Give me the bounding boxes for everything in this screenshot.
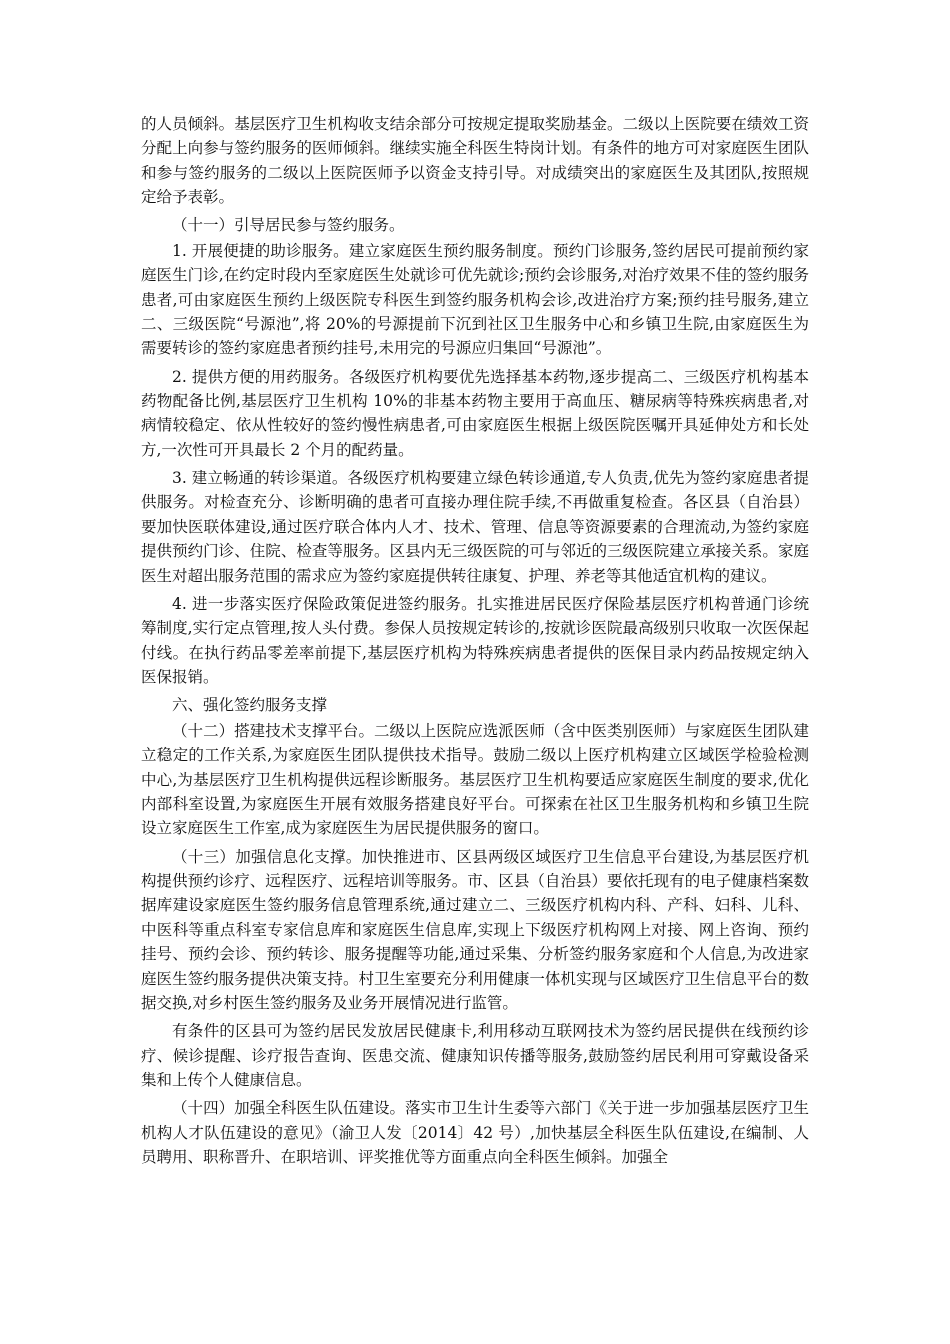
paragraph-section-13: （十三）加强信息化支撑。加快推进市、区县两级区域医疗卫生信息平台建设,为基层医疗机构提供预约诊疗、远程医疗、远程培训等服务。市、区县（自治县）要依托现有的电子健康档案数据库建设家庭医生签约服务信息管理系统,通过建立二、三级医疗机构内科、产科、妇科、儿科、中医科等重点科室专家信息库和家庭医生信息库,实现上下级医疗机构网上对接、网上咨询、预约挂号、预约会诊、预约转诊、服务提醒等功能,通过采集、分析签约服务家庭和个人信息,为改进家庭医生签约服务提供决策支持。村卫生室要充分利用健康一体机实现与区域医疗卫生信息平台的数据交换,对乡村医生签约服务及业务开展情况进行监管。 bbox=[141, 847, 809, 1012]
paragraph-health-card: 有条件的区县可为签约居民发放居民健康卡,利用移动互联网技术为签约居民提供在线预约诊疗、候诊提醒、诊疗报告查询、医患交流、健康知识传播等服务,鼓励签约居民利用可穿戴设备采集和上传个人健康信息。 bbox=[141, 1022, 809, 1090]
paragraph-item-3: 3. 建立畅通的转诊渠道。各级医疗机构要建立绿色转诊通道,专人负责,优先为签约家庭患者提供服务。对检查充分、诊断明确的患者可直接办理住院手续,不再做重复检查。各区县（自治县）要加快医联体建设,通过医疗联合体内人才、技术、管理、信息等资源要素的合理流动,为签约家庭提供预约门诊、住院、检查等服务。区县内无三级医院的可与邻近的三级医院建立承接关系。家庭医生对超出服务范围的需求应为签约家庭提供转往康复、护理、养老等其他适宜机构的建议。 bbox=[141, 469, 809, 585]
document-body bbox=[141, 112, 809, 1173]
paragraph-continuation: 的人员倾斜。基层医疗卫生机构收支结余部分可按规定提取奖励基金。二级以上医院要在绩效工资分配上向参与签约服务的医师倾斜。继续实施全科医生特岗计划。有条件的地方可对家庭医生团队和参与签约服务的二级以上医院医师予以资金支持引导。对成绩突出的家庭医生及其团队,按照规定给予表彰。 bbox=[141, 115, 809, 207]
paragraph-section-14: （十四）加强全科医生队伍建设。落实市卫生计生委等六部门《关于进一步加强基层医疗卫生机构人才队伍建设的意见》（渝卫人发〔2014〕42 号）,加快基层全科医生队伍建设,在编制、人员聘用、职称晋升、在职培训、评奖推优等方面重点向全科医生倾斜。加强全 bbox=[141, 1099, 809, 1167]
section-heading-6: 六、强化签约服务支撑 bbox=[172, 696, 328, 715]
section-heading-11: （十一）引导居民参与签约服务。 bbox=[172, 216, 405, 235]
paragraph-item-2: 2. 提供方便的用药服务。各级医疗机构要优先选择基本药物,逐步提高二、三级医疗机构基本药物配备比例,基层医疗卫生机构 10%的非基本药物主要用于高血压、糖尿病等特殊疾病患者,对病情较稳定、依从性较好的签约慢性病患者,可由家庭医生根据上级医院医嘱开具延伸处方和长处方,一次性可开具最长 2 个月的配药量。 bbox=[141, 367, 809, 459]
paragraph-section-12: （十二）搭建技术支撑平台。二级以上医院应选派医师（含中医类别医师）与家庭医生团队建立稳定的工作关系,为家庭医生团队提供技术指导。鼓励二级以上医疗机构建立区域医学检验检测中心,为基层医疗卫生机构提供远程诊断服务。基层医疗卫生机构要适应家庭医生制度的要求,优化内部科室设置,为家庭医生开展有效服务搭建良好平台。可探索在社区卫生服务机构和乡镇卫生院设立家庭医生工作室,成为家庭医生为居民提供服务的窗口。 bbox=[141, 721, 809, 838]
paragraph-item-4: 4. 进一步落实医疗保险政策促进签约服务。扎实推进居民医疗保险基层医疗机构普通门诊统筹制度,实行定点管理,按人头付费。参保人员按规定转诊的,按就诊医院最高级别只收取一次医保起付线。在执行药品零差率前提下,基层医疗机构为特殊疾病患者提供的医保目录内药品按规定纳入医保报销。 bbox=[141, 594, 809, 687]
paragraph-item-1: 1. 开展便捷的助诊服务。建立家庭医生预约服务制度。预约门诊服务,签约居民可提前预约家庭医生门诊,在约定时段内至家庭医生处就诊可优先就诊;预约会诊服务,对治疗效果不佳的签约服务患者,可由家庭医生预约上级医院专科医生到签约服务机构会诊,改进治疗方案;预约挂号服务,建立二、三级医院“号源池”,将 20%的号源提前下沉到社区卫生服务中心和乡镇卫生院,由家庭医生为需要转诊的签约家庭患者预约挂号,未用完的号源应归集回“号源池”。 bbox=[141, 241, 809, 358]
